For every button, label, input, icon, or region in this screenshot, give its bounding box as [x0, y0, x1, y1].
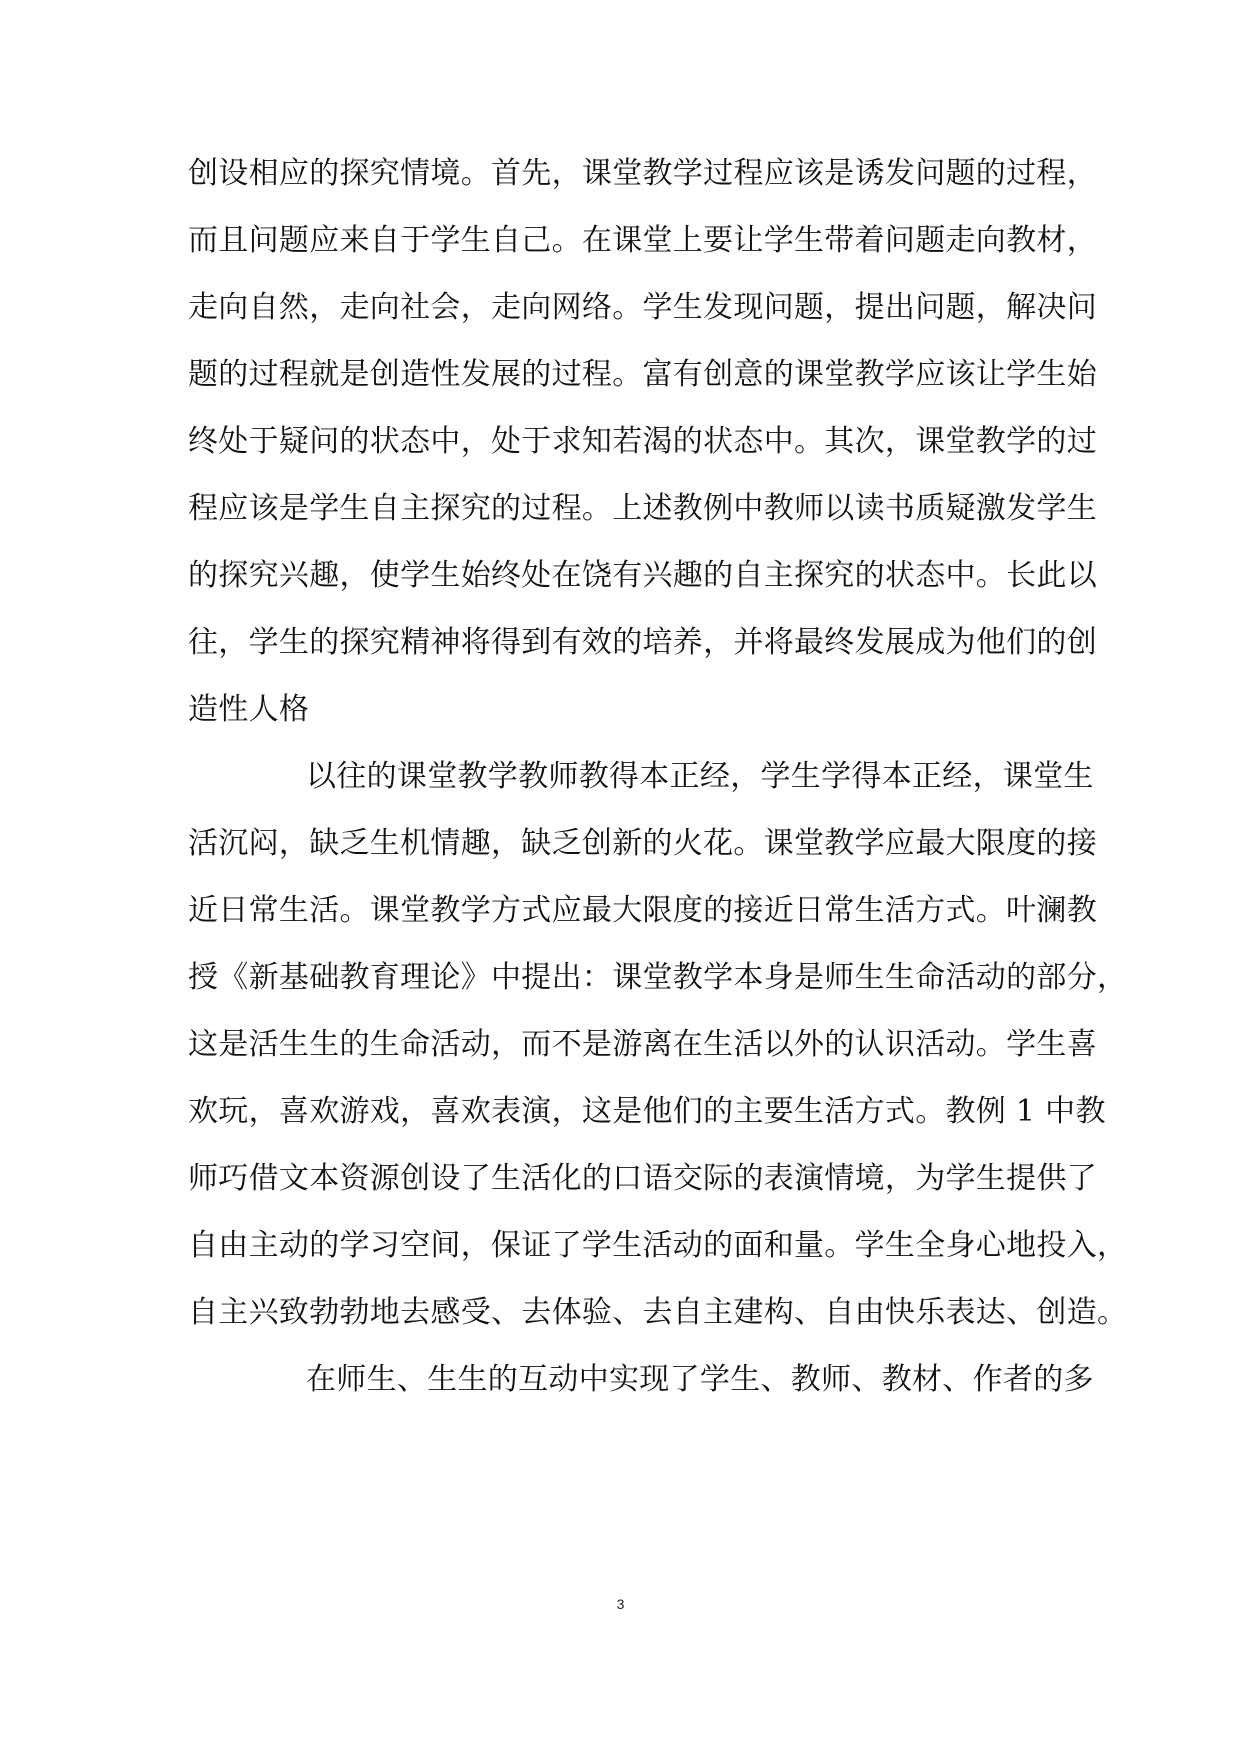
text-line: 这是活生生的生命活动，而不是游离在生活以外的认识活动。学生喜 — [188, 1027, 1097, 1062]
text-line: 自由主动的学习空间，保证了学生活动的面和量。学生全身心地投入， — [188, 1228, 1128, 1263]
text-line: 自主兴致勃勃地去感受、去体验、去自主建构、自由快乐表达、创造。 — [188, 1295, 1128, 1330]
paragraph-start-line: 在师生、生生的互动中实现了学生、教师、教材、作者的多 — [306, 1362, 1094, 1397]
text-line: 活沉闷，缺乏生机情趣，缺乏创新的火花。课堂教学应最大限度的接 — [188, 826, 1097, 861]
text-line: 程应该是学生自主探究的过程。上述教例中教师以读书质疑激发学生 — [188, 491, 1097, 526]
text-line: 师巧借文本资源创设了生活化的口语交际的表演情境，为学生提供了 — [188, 1161, 1097, 1196]
text-line: 终处于疑问的状态中，处于求知若渴的状态中。其次，课堂教学的过 — [188, 424, 1097, 459]
paragraph-start-line: 以往的课堂教学教师教得本正经，学生学得本正经，课堂生 — [306, 759, 1094, 794]
text-line: 创设相应的探究情境。首先，课堂教学过程应该是诱发问题的过程， — [188, 156, 1097, 191]
text-line: 而且问题应来自于学生自己。在课堂上要让学生带着问题走向教材， — [188, 223, 1097, 258]
text-line: 题的过程就是创造性发展的过程。富有创意的课堂教学应该让学生始 — [188, 357, 1097, 392]
text-line: 欢玩，喜欢游戏，喜欢表演，这是他们的主要生活方式。教例 1 中教 — [188, 1094, 1106, 1129]
text-line: 的探究兴趣，使学生始终处在饶有兴趣的自主探究的状态中。长此以 — [188, 558, 1097, 593]
text-line: 近日常生活。课堂教学方式应最大限度的接近日常生活方式。叶澜教 — [188, 893, 1097, 928]
text-line: 往，学生的探究精神将得到有效的培养，并将最终发展成为他们的创 — [188, 625, 1097, 660]
text-line: 走向自然，走向社会，走向网络。学生发现问题，提出问题，解决问 — [188, 290, 1097, 325]
body-text — [188, 140, 1128, 1413]
page-number: 3 — [616, 1596, 625, 1612]
text-line: 授《新基础教育理论》中提出：课堂教学本身是师生生命活动的部分， — [188, 960, 1128, 995]
text-line: 造性人格 — [188, 692, 310, 727]
